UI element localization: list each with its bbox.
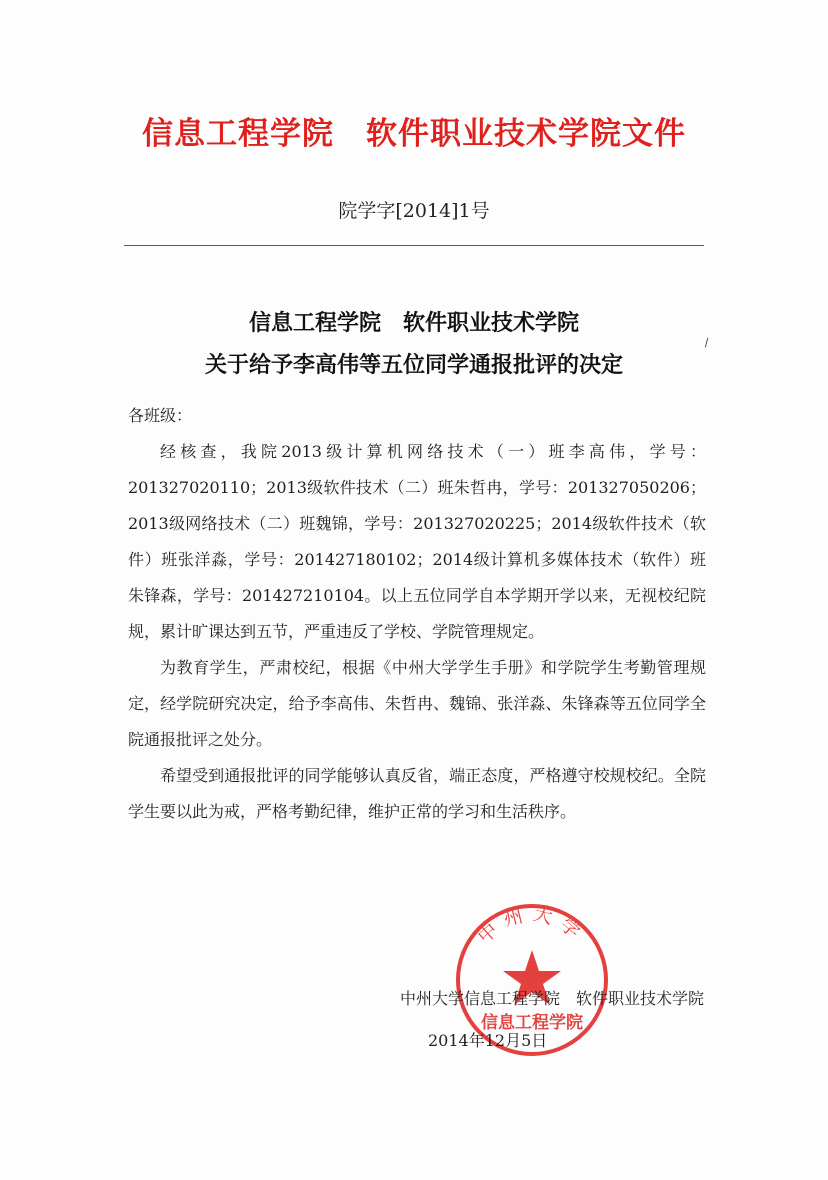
body-paragraph-2: 为教育学生，严肃校纪，根据《中州大学学生手册》和学院学生考勤管理规定，经学院研究决定，给予李高伟、朱哲冉、魏锦、张洋淼、朱锋森等五位同学全院通报批评之处分。: [128, 658, 706, 749]
decision-title-line1: 信息工程学院 软件职业技术学院: [248, 311, 579, 336]
body-paragraph-1: 经核查，我院2013级计算机网络技术（一）班李高伟，学号：201327020110；2013级软件技术（二）班朱哲冉，学号：201327050206；2013级网络技术（二）班魏锦，学号：201327020225；2014级软件技术（软件）班张洋淼，学号：201427180102；2014级计算机多媒体技术（软件）班朱锋森，学号：201427210104。以上五位同学自本学期开学以来，无视校纪院规，累计旷课达到五节，严重违反了学校、学院管理规定。: [128, 442, 706, 641]
body-paragraph-3: 希望受到通报批评的同学能够认真反省，端正态度，严格遵守校规校纪。全院学生要以此为戒，严格考勤纪律，维护正常的学习和生活秩序。: [128, 766, 706, 821]
salutation: 各班级：: [128, 406, 193, 425]
seal-ring-textpath: 中州大学: [473, 903, 591, 948]
signature-date: 2014年12月5日: [428, 1031, 548, 1050]
seal-ring-text: [473, 903, 590, 948]
document-number: 院学字[2014]1号: [338, 200, 490, 222]
decision-title-line2: 关于给予李高伟等五位同学通报批评的决定: [204, 353, 623, 378]
header-divider: [124, 245, 704, 246]
scan-mark: [705, 338, 711, 349]
signature-organization: 中州大学信息工程学院 软件职业技术学院: [399, 989, 704, 1008]
document-body: [128, 398, 706, 830]
document-header-title: 信息工程学院 软件职业技术学院文件: [142, 116, 686, 152]
seal-center-text: 信息工程学院: [481, 1013, 583, 1033]
